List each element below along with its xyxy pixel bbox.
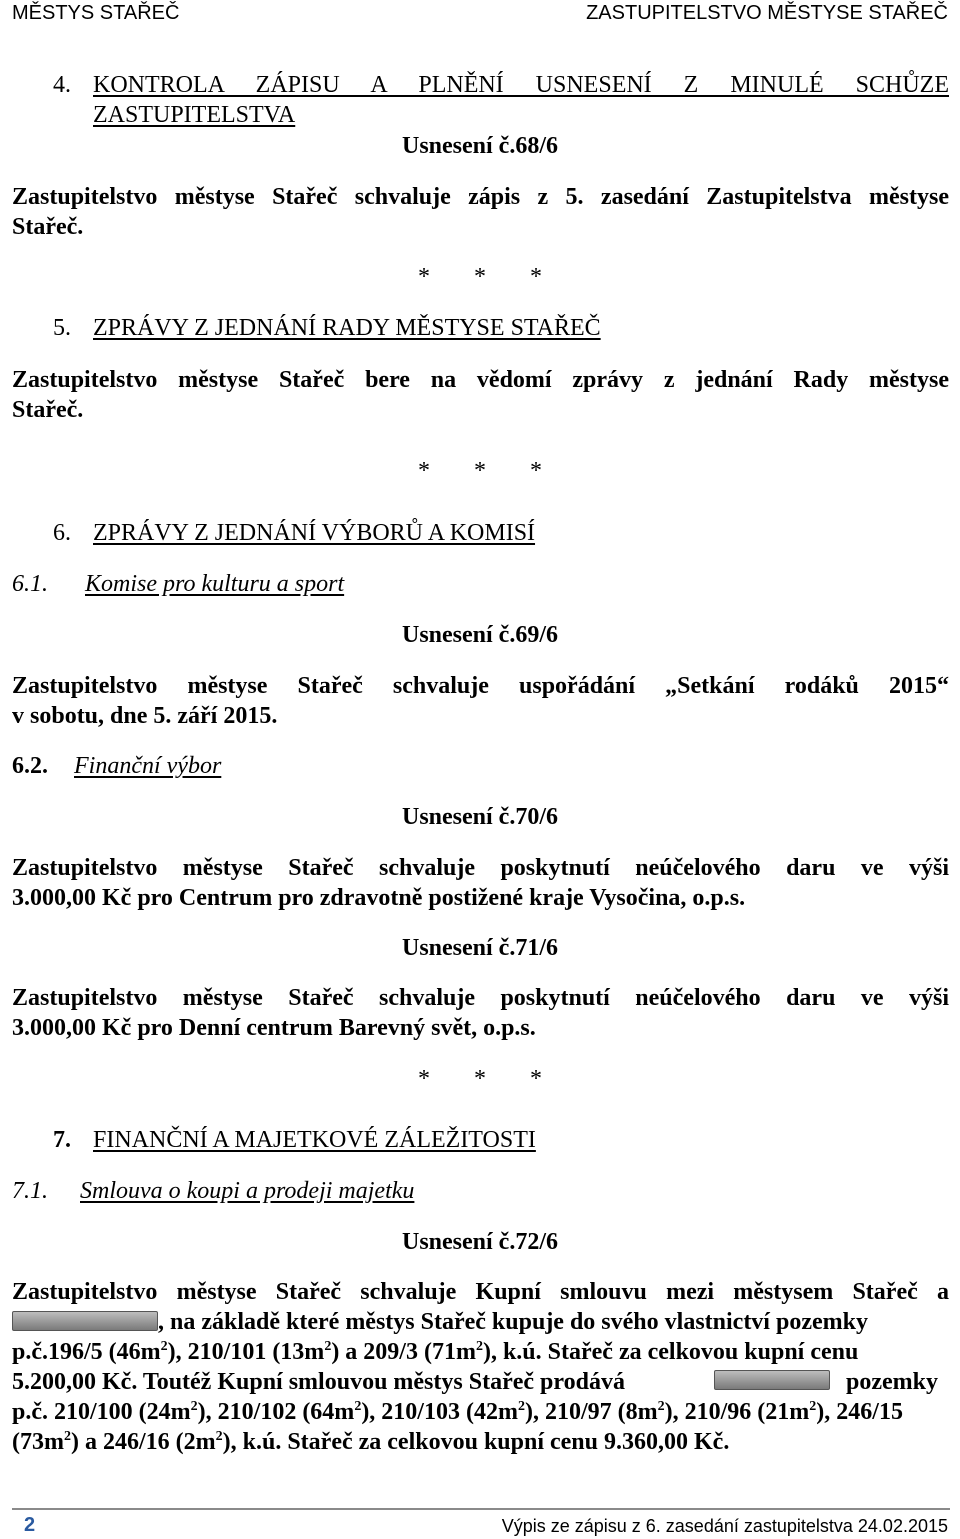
section4-text: Zastupitelstvo městyse Stařeč schvaluje zápis z 5. zasedání Zastupitelstva městyse bbox=[12, 184, 949, 210]
section5-number: 5. bbox=[53, 315, 71, 341]
resolution-70-text: Zastupitelstvo městyse Stařeč schvaluje poskytnutí neúčelového daru ve výši bbox=[12, 855, 949, 881]
section4-text-cont: Stařeč. bbox=[12, 214, 84, 240]
resolution-72: Usnesení č.72/6 bbox=[402, 1229, 558, 1255]
resolution-69: Usnesení č.69/6 bbox=[402, 622, 558, 648]
footer-divider bbox=[12, 1508, 950, 1510]
resolution-71-text-cont: 3.000,00 Kč pro Denní centrum Barevný svět, o.p.s. bbox=[12, 1015, 536, 1041]
resolution-72-line5: p.č. 210/100 $(24m^2)$, 210/102 $(64m^2)$, 210/103 $(42m^2)$, 210/97 $(8m^2)$, 210/96 $(21m^2)$, 246/15 bbox=[12, 1399, 903, 1425]
section4-title: KONTROLA ZÁPISU A PLNĚNÍ USNESENÍ Z MINULÉ SCHŮZE bbox=[93, 72, 949, 98]
section5-text: Zastupitelstvo městyse Stařeč bere na vědomí zprávy z jednání Rady městyse bbox=[12, 367, 949, 393]
section5-title: ZPRÁVY Z JEDNÁNÍ RADY MĚSTYSE STAŘEČ bbox=[93, 315, 601, 341]
redacted-name-box bbox=[714, 1370, 830, 1390]
resolution-72-line2: , na základě které městys Stařeč kupuje do svého vlastnictví pozemky bbox=[12, 1309, 868, 1336]
section7-number: 7. bbox=[53, 1127, 71, 1153]
header-right: ZASTUPITELSTVO MĚSTYSE STAŘEČ bbox=[586, 2, 948, 24]
subsection-6-2-title: Finanční výbor bbox=[74, 753, 222, 779]
resolution-72-line1: Zastupitelstvo městyse Stařeč schvaluje Kupní smlouvu mezi městysem Stařeč a bbox=[12, 1279, 949, 1305]
separator: * * * bbox=[418, 1066, 542, 1092]
resolution-72-line4-end: pozemky bbox=[846, 1369, 938, 1395]
header-left: MĚSTYS STAŘEČ bbox=[12, 2, 180, 24]
subsection-6-1-title: Komise pro kulturu a sport bbox=[85, 571, 345, 597]
section6-number: 6. bbox=[53, 520, 71, 546]
resolution-72-line6: $(73m^2)$ a 246/16 $(2m^2)$, k.ú. Stařeč za celkovou kupní cenu 9.360,00 Kč. bbox=[12, 1429, 730, 1455]
section4-number: 4. bbox=[53, 72, 71, 98]
resolution-70: Usnesení č.70/6 bbox=[402, 804, 558, 830]
separator: * * * bbox=[418, 264, 542, 290]
resolution-69-text-cont: v sobotu, dne 5. září 2015. bbox=[12, 703, 278, 729]
resolution-72-line3: p.č.196/5 $(46m^2)$, 210/101 $(13m^2)$ a 209/3 $(71m^2)$, k.ú. Stařeč za celkovou kupní cenu bbox=[12, 1339, 859, 1365]
section5-text-cont: Stařeč. bbox=[12, 397, 84, 423]
subsection-7-1-title: Smlouva o koupi a prodeji majetku bbox=[80, 1178, 415, 1204]
subsection-7-1-number: 7.1. bbox=[12, 1178, 48, 1204]
resolution-71-text: Zastupitelstvo městyse Stařeč schvaluje poskytnutí neúčelového daru ve výši bbox=[12, 985, 949, 1011]
resolution-71: Usnesení č.71/6 bbox=[402, 935, 558, 961]
subsection-6-2-number: 6.2. bbox=[12, 753, 48, 779]
section6-title: ZPRÁVY Z JEDNÁNÍ VÝBORŮ A KOMISÍ bbox=[93, 520, 536, 546]
separator: * * * bbox=[418, 458, 542, 484]
resolution-69-text: Zastupitelstvo městyse Stařeč schvaluje uspořádání „Setkání rodáků 2015“ bbox=[12, 673, 949, 699]
resolution-68: Usnesení č.68/6 bbox=[402, 133, 558, 159]
resolution-70-text-cont: 3.000,00 Kč pro Centrum pro zdravotně postižené kraje Vysočina, o.p.s. bbox=[12, 885, 746, 911]
subsection-6-1-number: 6.1. bbox=[12, 571, 48, 597]
footer-text: Výpis ze zápisu z 6. zasedání zastupitelstva 24.02.2015 bbox=[501, 1516, 948, 1536]
section4-title-cont: ZASTUPITELSTVA bbox=[93, 102, 296, 128]
resolution-72-line4: 5.200,00 Kč. Toutéž Kupní smlouvou městys Stařeč prodává bbox=[12, 1369, 625, 1395]
section7-title: FINANČNÍ A MAJETKOVÉ ZÁLEŽITOSTI bbox=[93, 1127, 536, 1153]
page-number: 2 bbox=[24, 1514, 36, 1536]
redacted-name-box bbox=[12, 1311, 158, 1331]
